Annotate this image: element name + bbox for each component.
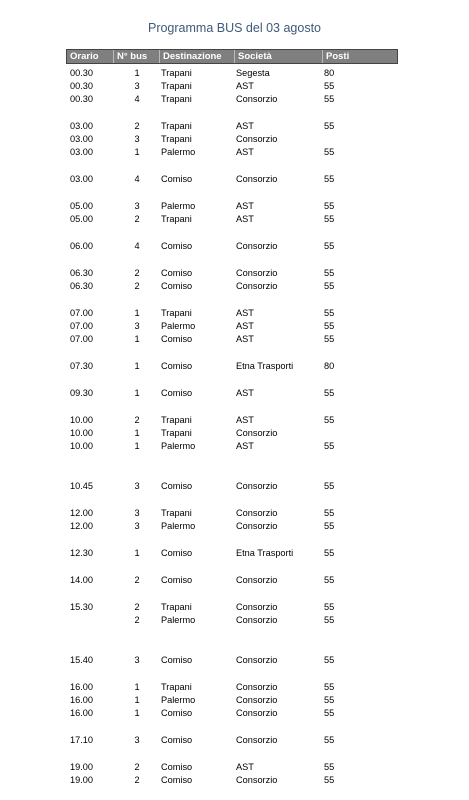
bus-number-cell: 3	[134, 134, 140, 144]
company-cell: Consorzio	[236, 655, 278, 665]
destination-cell: Comiso	[161, 481, 193, 491]
seats-cell: 55	[324, 508, 335, 518]
table-row	[0, 213, 469, 226]
table-header	[66, 49, 398, 64]
table-row	[0, 267, 469, 280]
orario-cell: 10.00	[70, 415, 93, 425]
column-header-orario: Orario	[70, 51, 99, 62]
company-cell: AST	[236, 147, 254, 157]
orario-cell: 03.00	[70, 174, 93, 184]
seats-cell: 55	[324, 735, 335, 745]
destination-cell: Palermo	[161, 201, 196, 211]
seats-cell: 55	[324, 415, 335, 425]
company-cell: AST	[236, 415, 254, 425]
company-cell: Consorzio	[236, 695, 278, 705]
bus-number-cell: 2	[134, 602, 140, 612]
seats-cell: 55	[324, 121, 335, 131]
orario-cell: 06.30	[70, 281, 93, 291]
bus-number-cell: 1	[134, 334, 140, 344]
company-cell: Consorzio	[236, 268, 278, 278]
table-row	[0, 601, 469, 614]
seats-cell: 55	[324, 575, 335, 585]
destination-cell: Palermo	[161, 615, 196, 625]
page-title: Programma BUS del 03 agosto	[147, 21, 321, 35]
table-row	[0, 360, 469, 373]
table-row	[0, 146, 469, 159]
destination-cell: Trapani	[161, 134, 192, 144]
orario-cell: 03.00	[70, 147, 93, 157]
destination-cell: Trapani	[161, 415, 192, 425]
seats-cell: 55	[324, 334, 335, 344]
column-header-societa: Società	[234, 50, 272, 63]
seats-cell: 55	[324, 241, 335, 251]
column-header-destinazione: Destinazione	[159, 50, 222, 63]
company-cell: AST	[236, 334, 254, 344]
bus-number-cell: 3	[134, 508, 140, 518]
orario-cell: 07.30	[70, 361, 93, 371]
bus-number-cell: 2	[134, 281, 140, 291]
destination-cell: Trapani	[161, 308, 192, 318]
company-cell: Consorzio	[236, 481, 278, 491]
seats-cell: 55	[324, 174, 335, 184]
bus-number-cell: 2	[134, 762, 140, 772]
orario-cell: 06.00	[70, 241, 93, 251]
table-row	[0, 734, 469, 747]
destination-cell: Trapani	[161, 121, 192, 131]
seats-cell: 55	[324, 695, 335, 705]
bus-number-cell: 3	[134, 201, 140, 211]
bus-number-cell: 4	[134, 174, 140, 184]
destination-cell: Comiso	[161, 174, 193, 184]
company-cell: Consorzio	[236, 708, 278, 718]
bus-number-cell: 1	[134, 308, 140, 318]
seats-cell: 55	[324, 201, 335, 211]
orario-cell: 15.40	[70, 655, 93, 665]
table-row	[0, 761, 469, 774]
destination-cell: Comiso	[161, 334, 193, 344]
orario-cell: 05.00	[70, 214, 93, 224]
table-row	[0, 520, 469, 533]
orario-cell: 00.30	[70, 81, 93, 91]
bus-number-cell: 3	[134, 655, 140, 665]
table-row	[0, 320, 469, 333]
destination-cell: Comiso	[161, 708, 193, 718]
orario-cell: 19.00	[70, 762, 93, 772]
bus-number-cell: 4	[134, 94, 140, 104]
destination-cell: Trapani	[161, 68, 192, 78]
table-row	[0, 200, 469, 213]
destination-cell: Comiso	[161, 655, 193, 665]
destination-cell: Comiso	[161, 268, 193, 278]
table-row	[0, 654, 469, 667]
seats-cell: 55	[324, 268, 335, 278]
seats-cell: 55	[324, 762, 335, 772]
company-cell: Consorzio	[236, 134, 278, 144]
orario-cell: 03.00	[70, 134, 93, 144]
company-cell: AST	[236, 201, 254, 211]
seats-cell: 55	[324, 521, 335, 531]
destination-cell: Palermo	[161, 441, 196, 451]
bus-number-cell: 1	[134, 695, 140, 705]
company-cell: Consorzio	[236, 428, 278, 438]
bus-number-cell: 2	[134, 775, 140, 785]
orario-cell: 06.30	[70, 268, 93, 278]
destination-cell: Trapani	[161, 602, 192, 612]
bus-number-cell: 2	[134, 615, 140, 625]
orario-cell: 16.00	[70, 708, 93, 718]
seats-cell: 55	[324, 708, 335, 718]
orario-cell: 12.00	[70, 508, 93, 518]
orario-cell: 07.00	[70, 334, 93, 344]
seats-cell: 55	[324, 481, 335, 491]
seats-cell: 55	[324, 775, 335, 785]
seats-cell: 55	[324, 94, 335, 104]
destination-cell: Trapani	[161, 508, 192, 518]
orario-cell: 03.00	[70, 121, 93, 131]
table-row	[0, 387, 469, 400]
orario-cell: 16.00	[70, 682, 93, 692]
seats-cell: 55	[324, 655, 335, 665]
destination-cell: Trapani	[161, 81, 192, 91]
table-row	[0, 774, 469, 787]
destination-cell: Trapani	[161, 94, 192, 104]
orario-cell: 19.00	[70, 775, 93, 785]
destination-cell: Trapani	[161, 428, 192, 438]
orario-cell: 07.00	[70, 321, 93, 331]
company-cell: Etna Trasporti	[236, 361, 294, 371]
orario-cell: 10.45	[70, 481, 93, 491]
company-cell: Consorzio	[236, 281, 278, 291]
bus-number-cell: 1	[134, 548, 140, 558]
company-cell: AST	[236, 214, 254, 224]
bus-number-cell: 1	[134, 68, 140, 78]
seats-cell: 55	[324, 308, 335, 318]
company-cell: Consorzio	[236, 602, 278, 612]
table-row	[0, 414, 469, 427]
table-row	[0, 307, 469, 320]
orario-cell: 12.30	[70, 548, 93, 558]
destination-cell: Comiso	[161, 241, 193, 251]
bus-number-cell: 1	[134, 428, 140, 438]
column-header-posti: Posti	[322, 50, 349, 63]
bus-number-cell: 1	[134, 708, 140, 718]
company-cell: Consorzio	[236, 575, 278, 585]
seats-cell: 80	[324, 68, 335, 78]
bus-number-cell: 2	[134, 575, 140, 585]
seats-cell: 55	[324, 548, 335, 558]
table-row	[0, 67, 469, 80]
bus-number-cell: 2	[134, 268, 140, 278]
bus-number-cell: 3	[134, 321, 140, 331]
table-row	[0, 280, 469, 293]
company-cell: Consorzio	[236, 735, 278, 745]
company-cell: Consorzio	[236, 682, 278, 692]
orario-cell: 17.10	[70, 735, 93, 745]
column-header-bus: N° bus	[113, 50, 147, 63]
bus-number-cell: 2	[134, 121, 140, 131]
company-cell: Consorzio	[236, 508, 278, 518]
destination-cell: Comiso	[161, 388, 193, 398]
seats-cell: 55	[324, 147, 335, 157]
orario-cell: 10.00	[70, 428, 93, 438]
bus-number-cell: 4	[134, 241, 140, 251]
seats-cell: 55	[324, 281, 335, 291]
seats-cell: 55	[324, 388, 335, 398]
bus-number-cell: 2	[134, 415, 140, 425]
company-cell: AST	[236, 308, 254, 318]
table-row	[0, 547, 469, 560]
bus-number-cell: 3	[134, 521, 140, 531]
table-row	[0, 440, 469, 453]
destination-cell: Palermo	[161, 321, 196, 331]
table-row	[0, 93, 469, 106]
table-row	[0, 240, 469, 253]
bus-number-cell: 1	[134, 147, 140, 157]
destination-cell: Palermo	[161, 695, 196, 705]
seats-cell: 55	[324, 321, 335, 331]
company-cell: Segesta	[236, 68, 270, 78]
table-row	[0, 614, 469, 627]
table-row	[0, 694, 469, 707]
destination-cell: Comiso	[161, 575, 193, 585]
table-row	[0, 480, 469, 493]
bus-number-cell: 1	[134, 388, 140, 398]
orario-cell: 00.30	[70, 94, 93, 104]
destination-cell: Comiso	[161, 762, 193, 772]
company-cell: Consorzio	[236, 94, 278, 104]
company-cell: Consorzio	[236, 615, 278, 625]
orario-cell: 15.30	[70, 602, 93, 612]
destination-cell: Comiso	[161, 281, 193, 291]
destination-cell: Palermo	[161, 147, 196, 157]
orario-cell: 10.00	[70, 441, 93, 451]
orario-cell: 00.30	[70, 68, 93, 78]
seats-cell: 55	[324, 602, 335, 612]
bus-number-cell: 3	[134, 481, 140, 491]
company-cell: AST	[236, 321, 254, 331]
bus-number-cell: 1	[134, 361, 140, 371]
table-row	[0, 133, 469, 146]
destination-cell: Comiso	[161, 735, 193, 745]
company-cell: AST	[236, 121, 254, 131]
bus-number-cell: 3	[134, 735, 140, 745]
orario-cell: 09.30	[70, 388, 93, 398]
table-row	[0, 333, 469, 346]
table-row	[0, 427, 469, 440]
company-cell: AST	[236, 441, 254, 451]
company-cell: AST	[236, 388, 254, 398]
company-cell: AST	[236, 81, 254, 91]
company-cell: AST	[236, 762, 254, 772]
seats-cell: 80	[324, 361, 335, 371]
bus-number-cell: 3	[134, 81, 140, 91]
table-row	[0, 173, 469, 186]
destination-cell: Comiso	[161, 548, 193, 558]
company-cell: Consorzio	[236, 174, 278, 184]
bus-number-cell: 1	[134, 441, 140, 451]
seats-cell: 55	[324, 81, 335, 91]
table-row	[0, 120, 469, 133]
table-row	[0, 574, 469, 587]
table-row	[0, 707, 469, 720]
orario-cell: 14.00	[70, 575, 93, 585]
table-row	[0, 681, 469, 694]
company-cell: Consorzio	[236, 521, 278, 531]
destination-cell: Comiso	[161, 361, 193, 371]
table-row	[0, 80, 469, 93]
bus-number-cell: 2	[134, 214, 140, 224]
destination-cell: Palermo	[161, 521, 196, 531]
seats-cell: 55	[324, 615, 335, 625]
company-cell: Etna Trasporti	[236, 548, 294, 558]
seats-cell: 55	[324, 441, 335, 451]
table-row	[0, 507, 469, 520]
destination-cell: Trapani	[161, 682, 192, 692]
destination-cell: Trapani	[161, 214, 192, 224]
orario-cell: 16.00	[70, 695, 93, 705]
orario-cell: 07.00	[70, 308, 93, 318]
seats-cell: 55	[324, 682, 335, 692]
company-cell: Consorzio	[236, 775, 278, 785]
company-cell: Consorzio	[236, 241, 278, 251]
orario-cell: 05.00	[70, 201, 93, 211]
destination-cell: Comiso	[161, 775, 193, 785]
orario-cell: 12.00	[70, 521, 93, 531]
bus-number-cell: 1	[134, 682, 140, 692]
seats-cell: 55	[324, 214, 335, 224]
